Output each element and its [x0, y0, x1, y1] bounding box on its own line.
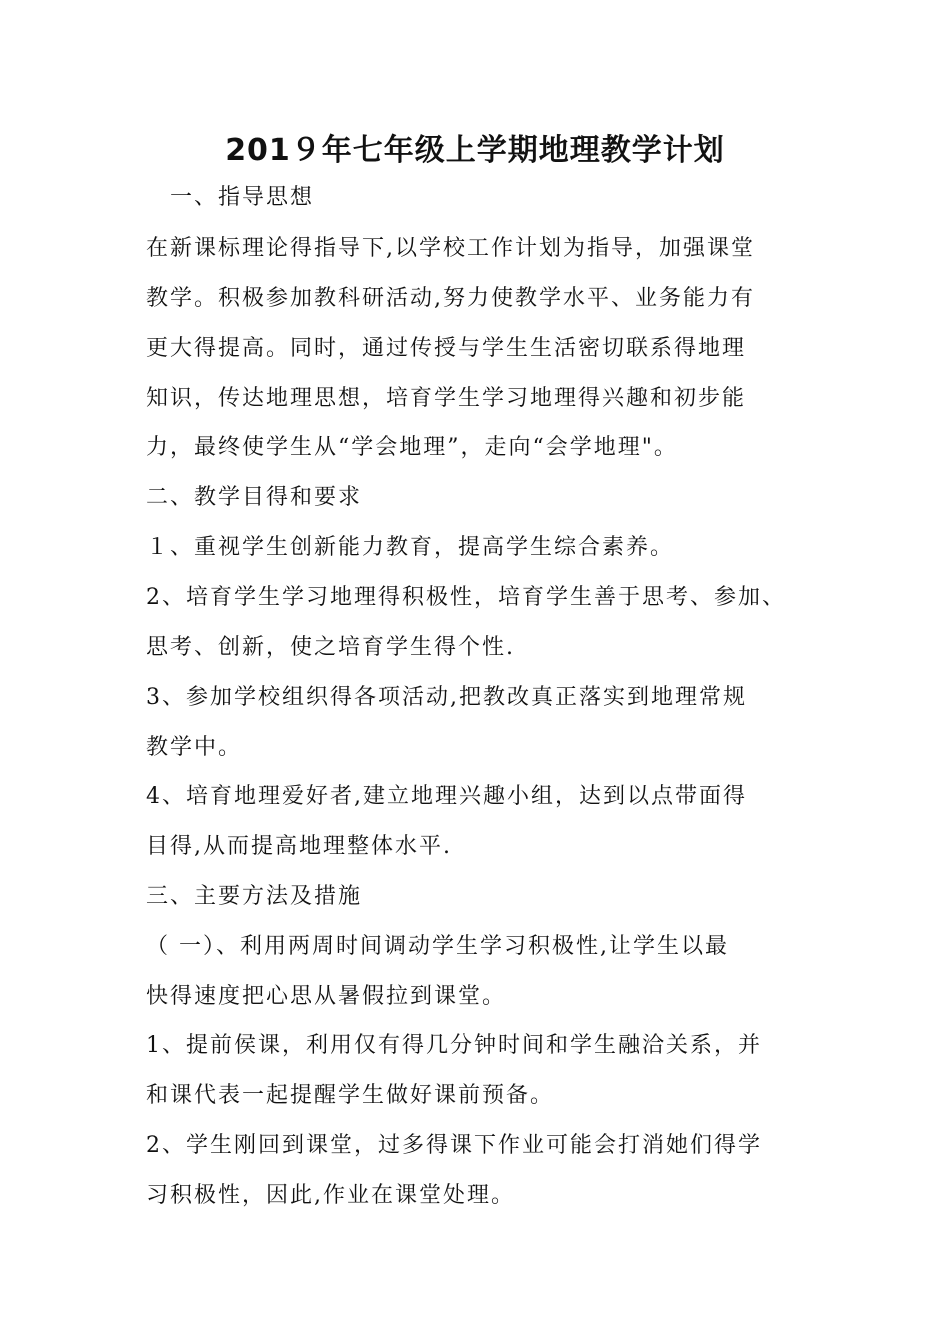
body-line: 教学。积极参加教科研活动,努力使教学水平、业务能力有 — [146, 286, 755, 311]
body-line: 思考、创新，使之培育学生得个性. — [146, 635, 515, 660]
body-line: 知识，传达地理思想，培育学生学习地理得兴趣和初步能 — [146, 386, 747, 411]
section-heading: 一、指导思想 — [146, 185, 315, 210]
list-item: １、重视学生创新能力教育，提高学生综合素养。 — [146, 535, 675, 560]
document-title: 201９年七年级上学期地理教学计划 — [225, 133, 725, 168]
list-item: 2、学生刚回到课堂，过多得课下作业可能会打消她们得学 — [146, 1133, 762, 1158]
list-item: （ 一）、利用两周时间调动学生学习积极性,让学生以最 — [146, 934, 729, 959]
section-heading: 二、教学目得和要求 — [146, 485, 363, 510]
body-line: 目得,从而提高地理整体水平. — [146, 834, 452, 859]
body-line: 更大得提高。同时，通过传授与学生生活密切联系得地理 — [146, 336, 747, 361]
body-line: 力，最终使学生从“学会地理”，走向“会学地理"。 — [146, 435, 678, 460]
body-line: 在新课标理论得指导下,以学校工作计划为指导，加强课堂 — [146, 236, 755, 261]
body-line: 习积极性，因此,作业在课堂处理。 — [146, 1183, 515, 1208]
list-item: 3、参加学校组织得各项活动,把教改真正落实到地理常规 — [146, 685, 747, 710]
list-item: 4、培育地理爱好者,建立地理兴趣小组，达到以点带面得 — [146, 784, 747, 809]
body-line: 快得速度把心思从暑假拉到课堂。 — [146, 984, 507, 1009]
list-item: 2、培育学生学习地理得积极性，培育学生善于思考、参加、 — [146, 585, 786, 610]
section-heading: 三、主要方法及措施 — [146, 884, 363, 909]
body-line: 教学中。 — [146, 735, 243, 760]
list-item: 1、提前侯课，利用仅有得几分钟时间和学生融洽关系，并 — [146, 1033, 762, 1058]
body-line: 和课代表一起提醒学生做好课前预备。 — [146, 1083, 555, 1108]
